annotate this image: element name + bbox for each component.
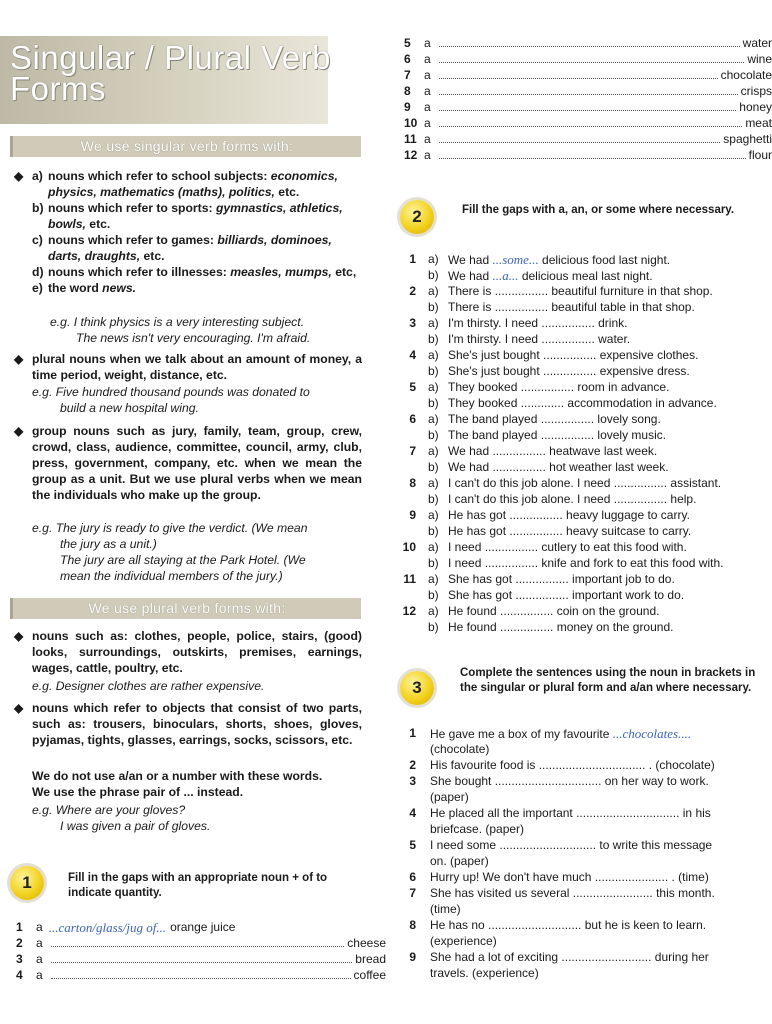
item-number: 6	[409, 412, 416, 426]
item-number: 10	[404, 116, 418, 130]
exercise-2-sentence: I need ................ knife and fork to eat this food with.	[448, 556, 724, 570]
exercise-3-badge-icon: 3	[400, 671, 434, 705]
item-tail: etc,	[331, 265, 357, 279]
exercise-3-sentence	[430, 806, 711, 821]
exercise-3-sentence-cont: (paper)	[430, 790, 469, 804]
exercise-2-sentence: He has got ................ heavy suitcase to carry.	[448, 524, 692, 538]
noun-text: chocolate	[720, 68, 772, 82]
item-number: 7	[404, 68, 411, 82]
item-number: 11	[403, 572, 416, 586]
exercise-2-sentence: She's just bought ................ expensive clothes.	[448, 348, 699, 362]
exercise-1-badge-icon: 1	[10, 866, 44, 900]
exercise-3-sentence	[430, 886, 715, 901]
article-a: a	[424, 100, 431, 114]
sub-label: b)	[428, 300, 439, 314]
exercise-2-sentence: I'm thirsty. I need ................ drink.	[448, 316, 628, 330]
exercise-2-badge-icon: 2	[400, 200, 434, 234]
item-text	[48, 232, 362, 264]
sub-label: a)	[428, 348, 439, 362]
item-number: 2	[16, 936, 23, 950]
article-a: a	[36, 920, 43, 934]
blank-line	[439, 52, 745, 63]
item-number: 5	[404, 36, 411, 50]
blank-line	[439, 36, 740, 47]
item-number: 1	[16, 920, 23, 934]
noun-text: bread	[355, 952, 386, 966]
item-number: 7	[409, 886, 416, 900]
page-title: Singular / Plural Verb Forms	[10, 39, 332, 107]
article-a: a	[424, 52, 431, 66]
bullet-diamond-icon: ◆	[14, 629, 24, 643]
article-a: a	[424, 116, 431, 130]
item-lead: nouns which refer to illnesses:	[48, 265, 231, 279]
exercise-2-sentence: He found ................ money on the ground.	[448, 620, 674, 634]
item-number: 12	[404, 148, 418, 162]
item-number: 11	[404, 132, 417, 146]
sentence-text: She has visited us several ........................ this month.	[430, 886, 715, 900]
item-lead: nouns which refer to games:	[48, 233, 218, 247]
item-examples: news.	[102, 281, 137, 295]
item-number: 9	[409, 508, 416, 522]
blank-line	[439, 148, 746, 159]
exercise-3-sentence-cont: briefcase. (paper)	[430, 822, 525, 836]
item-examples: measles, mumps,	[230, 265, 332, 279]
sub-label: b)	[428, 396, 439, 410]
exercise-1-row	[424, 148, 772, 163]
exercise-3-sentence	[430, 774, 709, 789]
note-line: We do not use a/an or a number with these words.	[32, 769, 323, 783]
item-number: 6	[409, 870, 416, 884]
example-line: e.g. The jury is ready to give the verdict. (We mean	[32, 521, 308, 535]
item-number: 9	[409, 950, 416, 964]
example-line: e.g. Designer clothes are rather expensive.	[32, 679, 265, 693]
exercise-1-row	[424, 84, 772, 99]
noun-text: coffee	[353, 968, 386, 982]
exercise-2-sentence: She has got ................ important work to do.	[448, 588, 685, 602]
item-examples: billiards, dominoes, darts, draughts,	[48, 233, 332, 263]
blank-line	[51, 968, 351, 979]
exercise-2-sentence: There is ................ beautiful furniture in that shop.	[448, 284, 713, 298]
exercise-2-sentence: She's just bought ................ expensive dress.	[448, 364, 690, 378]
note-line: We use the phrase pair of ... instead.	[32, 785, 244, 799]
item-examples: gymnastics, athletics, bowls,	[48, 201, 343, 231]
sub-label: a)	[428, 284, 439, 298]
exercise-3-sentence	[430, 838, 712, 853]
sub-label: b)	[428, 332, 439, 346]
exercise-2-sentence: They booked ............. accommodation in advance.	[448, 396, 717, 410]
item-lead: nouns which refer to sports:	[48, 201, 216, 215]
exercise-3-sentence-cont: travels. (experience)	[430, 966, 539, 980]
blank-line	[439, 100, 737, 111]
item-number: 2	[409, 284, 416, 298]
article-a: a	[424, 36, 431, 50]
sub-label: b)	[428, 556, 439, 570]
singular-item	[32, 264, 362, 280]
sentence-text: His favourite food is ................................ . (chocolate)	[430, 758, 715, 772]
exercise-2-sentence: The band played ................ lovely music.	[448, 428, 667, 442]
exercise-3-sentence-cont: (experience)	[430, 934, 497, 948]
sub-label: a)	[428, 508, 439, 522]
exercise-2-sentence: I can't do this job alone. I need ................ assistant.	[448, 476, 722, 490]
answer-text: ...some...	[492, 252, 539, 267]
item-text	[48, 168, 362, 200]
exercise-3-sentence	[430, 950, 709, 965]
article-a: a	[424, 68, 431, 82]
item-number: 2	[409, 758, 416, 772]
exercise-2-sentence: He found ................ coin on the ground.	[448, 604, 660, 618]
exercise-1-row	[424, 36, 772, 51]
singular-item	[32, 280, 362, 296]
bullet-diamond-icon: ◆	[14, 701, 24, 715]
sentence-text: He has no ............................ but he is keen to learn.	[430, 918, 707, 932]
blank-line	[51, 936, 345, 947]
item-text	[48, 264, 356, 280]
exercise-3-sentence-cont: (time)	[430, 902, 461, 916]
example-line: e.g. I think physics is a very interesting subject.	[50, 315, 305, 329]
noun-text: water	[742, 36, 772, 50]
exercise-2-sentence: He has got ................ heavy luggage to carry.	[448, 508, 690, 522]
exercise-3-sentence	[430, 726, 691, 742]
noun-text: wine	[747, 52, 772, 66]
item-lead: nouns which refer to school subjects:	[48, 169, 271, 183]
example-line: I was given a pair of gloves.	[60, 819, 211, 833]
noun-text: honey	[739, 100, 772, 114]
item-tail: etc.	[140, 249, 165, 263]
exercise-2-sentence: The band played ................ lovely song.	[448, 412, 661, 426]
sub-label: b)	[428, 492, 439, 506]
sub-label: b)	[428, 428, 439, 442]
exercise-1-row	[36, 952, 386, 967]
exercise-1-row	[424, 132, 772, 147]
answer-text: ...carton/glass/jug of...	[48, 920, 167, 935]
sub-label: b)	[428, 268, 439, 282]
item-tail: etc.	[274, 185, 300, 199]
exercise-1-row	[424, 100, 772, 115]
exercise-2-sentence: She has got ................ important job to do.	[448, 572, 675, 586]
singular-item	[32, 200, 362, 232]
noun-text: crisps	[740, 84, 772, 98]
sentence-text: He gave me a box of my favourite	[430, 727, 613, 741]
article-a: a	[424, 148, 431, 162]
exercise-2-sentence: They booked ................ room in advance.	[448, 380, 670, 394]
sub-label: a)	[428, 444, 439, 458]
article-a: a	[424, 84, 431, 98]
item-number: 5	[409, 838, 416, 852]
item-number: 1	[409, 252, 416, 266]
item-number: 4	[409, 348, 416, 362]
exercise-2-sentence: I need ................ cutlery to eat this food with.	[448, 540, 687, 554]
example-line: The jury are all staying at the Park Hotel. (We	[60, 553, 306, 567]
item-number: 9	[404, 100, 411, 114]
item-letter: e)	[32, 281, 43, 295]
sub-label: a)	[428, 604, 439, 618]
noun-text: meat	[745, 116, 772, 130]
exercise-1-row	[36, 968, 386, 983]
bullet-diamond-icon: ◆	[14, 169, 24, 183]
exercise-2-sentence: We had ...a... delicious meal last night.	[448, 268, 653, 283]
item-number: 3	[409, 316, 416, 330]
singular-section-header: We use singular verb forms with:	[10, 136, 361, 157]
item-number: 4	[16, 968, 23, 982]
exercise-1-row	[424, 52, 772, 67]
sub-label: b)	[428, 524, 439, 538]
item-tail: etc.	[85, 217, 111, 231]
bullet-diamond-icon: ◆	[14, 424, 24, 438]
answer-text: ...chocolates....	[612, 726, 692, 741]
exercise-1-row	[36, 936, 386, 951]
exercise-3-sentence-cont: (chocolate)	[430, 742, 490, 756]
example-line: e.g. Five hundred thousand pounds was donated to	[32, 385, 310, 399]
exercise-3-sentence-cont: on. (paper)	[430, 854, 489, 868]
item-number: 6	[404, 52, 411, 66]
sub-label: a)	[428, 476, 439, 490]
plural-section-header: We use plural verb forms with:	[10, 598, 361, 619]
example-line: mean the individual members of the jury.)	[60, 569, 283, 583]
sub-label: a)	[428, 412, 439, 426]
singular-item	[32, 168, 362, 200]
exercise-3-instruction: Complete the sentences using the noun in brackets in the singular or plural form and a/an where necessary.	[460, 667, 756, 694]
sub-label: a)	[428, 572, 439, 586]
item-examples: economics, physics, mathematics (maths), politics,	[48, 169, 338, 199]
item-number: 12	[402, 604, 416, 618]
exercise-3-sentence	[430, 758, 715, 773]
item-number: 8	[404, 84, 411, 98]
noun-text: orange juice	[170, 920, 236, 934]
example-line: build a new hospital wing.	[60, 401, 199, 415]
article-a: a	[36, 936, 43, 950]
blank-line	[439, 132, 721, 143]
sub-label: a)	[428, 252, 439, 266]
blank-line	[439, 84, 738, 95]
blank-line	[439, 68, 718, 79]
point-text: group nouns such as jury, family, team, group, crew, crowd, class, audience, committee, council, army, club, press, government, company, etc. when we mean the group as a unit. But we use plural verbs when we mean the individuals who make up the group.	[32, 424, 362, 502]
singular-list	[32, 168, 362, 296]
exercise-1-row	[424, 68, 772, 83]
sentence-text: Hurry up! We don't have much ...................... . (time)	[430, 870, 709, 884]
item-text	[48, 200, 362, 232]
sub-label: b)	[428, 364, 439, 378]
point-text: nouns such as: clothes, people, police, stairs, (good) looks, surroundings, outskirts, premises, earnings, wages, cattle, poultry, etc.	[32, 629, 362, 675]
exercise-3-sentence	[430, 870, 709, 885]
exercise-2-instruction: Fill the gaps with a, an, or some where necessary.	[462, 204, 735, 216]
item-number: 5	[409, 380, 416, 394]
exercise-1-row	[424, 116, 772, 131]
article-a: a	[424, 132, 431, 146]
blank-line	[51, 952, 353, 963]
item-lead: the word	[48, 281, 103, 295]
item-number: 10	[402, 540, 416, 554]
exercise-2-sentence: I can't do this job alone. I need ................ help.	[448, 492, 697, 506]
item-number: 8	[409, 476, 416, 490]
point-text: plural nouns when we talk about an amount of money, a time period, weight, distance, etc.	[32, 352, 362, 382]
item-letter: d)	[32, 265, 44, 279]
sub-label: a)	[428, 380, 439, 394]
sentence-text: He placed all the important ............................... in his	[430, 806, 711, 820]
noun-text: flour	[748, 148, 772, 162]
item-number: 3	[16, 952, 23, 966]
sentence-text: She bought ................................ on her way to work.	[430, 774, 709, 788]
example-line: the jury as a unit.)	[60, 537, 157, 551]
example-line: The news isn't very encouraging. I'm afraid.	[76, 331, 311, 345]
exercise-1-instruction: Fill in the gaps with an appropriate noun + of to indicate quantity.	[68, 872, 328, 899]
sub-label: a)	[428, 540, 439, 554]
sub-label: b)	[428, 620, 439, 634]
exercise-2-sentence: We had ................ hot weather last week.	[448, 460, 669, 474]
sub-label: b)	[428, 588, 439, 602]
article-a: a	[36, 968, 43, 982]
item-number: 1	[409, 726, 416, 740]
exercise-2-sentence: There is ................ beautiful table in that shop.	[448, 300, 695, 314]
point-text: nouns which refer to objects that consist of two parts, such as: trousers, binoculars, shorts, shoes, gloves, pyjamas, tights, glasses, earrings, socks, scissors, etc.	[32, 701, 362, 747]
sentence-text: She had a lot of exciting ........................... during her	[430, 950, 709, 964]
item-letter: c)	[32, 233, 43, 247]
answer-text: ...a...	[492, 268, 519, 283]
item-text	[48, 280, 136, 296]
blank-line	[439, 116, 743, 127]
noun-text: cheese	[347, 936, 386, 950]
item-letter: b)	[32, 201, 44, 215]
item-letter: a)	[32, 169, 43, 183]
example-line: e.g. Where are your gloves?	[32, 803, 186, 817]
singular-item	[32, 232, 362, 264]
exercise-3-sentence	[430, 918, 706, 933]
article-a: a	[36, 952, 43, 966]
exercise-2-sentence: We had ................ heatwave last week.	[448, 444, 658, 458]
bullet-diamond-icon: ◆	[14, 352, 24, 366]
item-number: 3	[409, 774, 416, 788]
exercise-2-sentence: I'm thirsty. I need ................ water.	[448, 332, 631, 346]
exercise-1-row	[36, 920, 386, 935]
sentence-text: I need some ............................. to write this message	[430, 838, 713, 852]
sub-label: b)	[428, 460, 439, 474]
item-number: 4	[409, 806, 416, 820]
item-number: 7	[409, 444, 416, 458]
noun-text: spaghetti	[723, 132, 772, 146]
exercise-2-sentence: We had ...some... delicious food last night.	[448, 252, 671, 267]
sub-label: a)	[428, 316, 439, 330]
item-number: 8	[409, 918, 416, 932]
